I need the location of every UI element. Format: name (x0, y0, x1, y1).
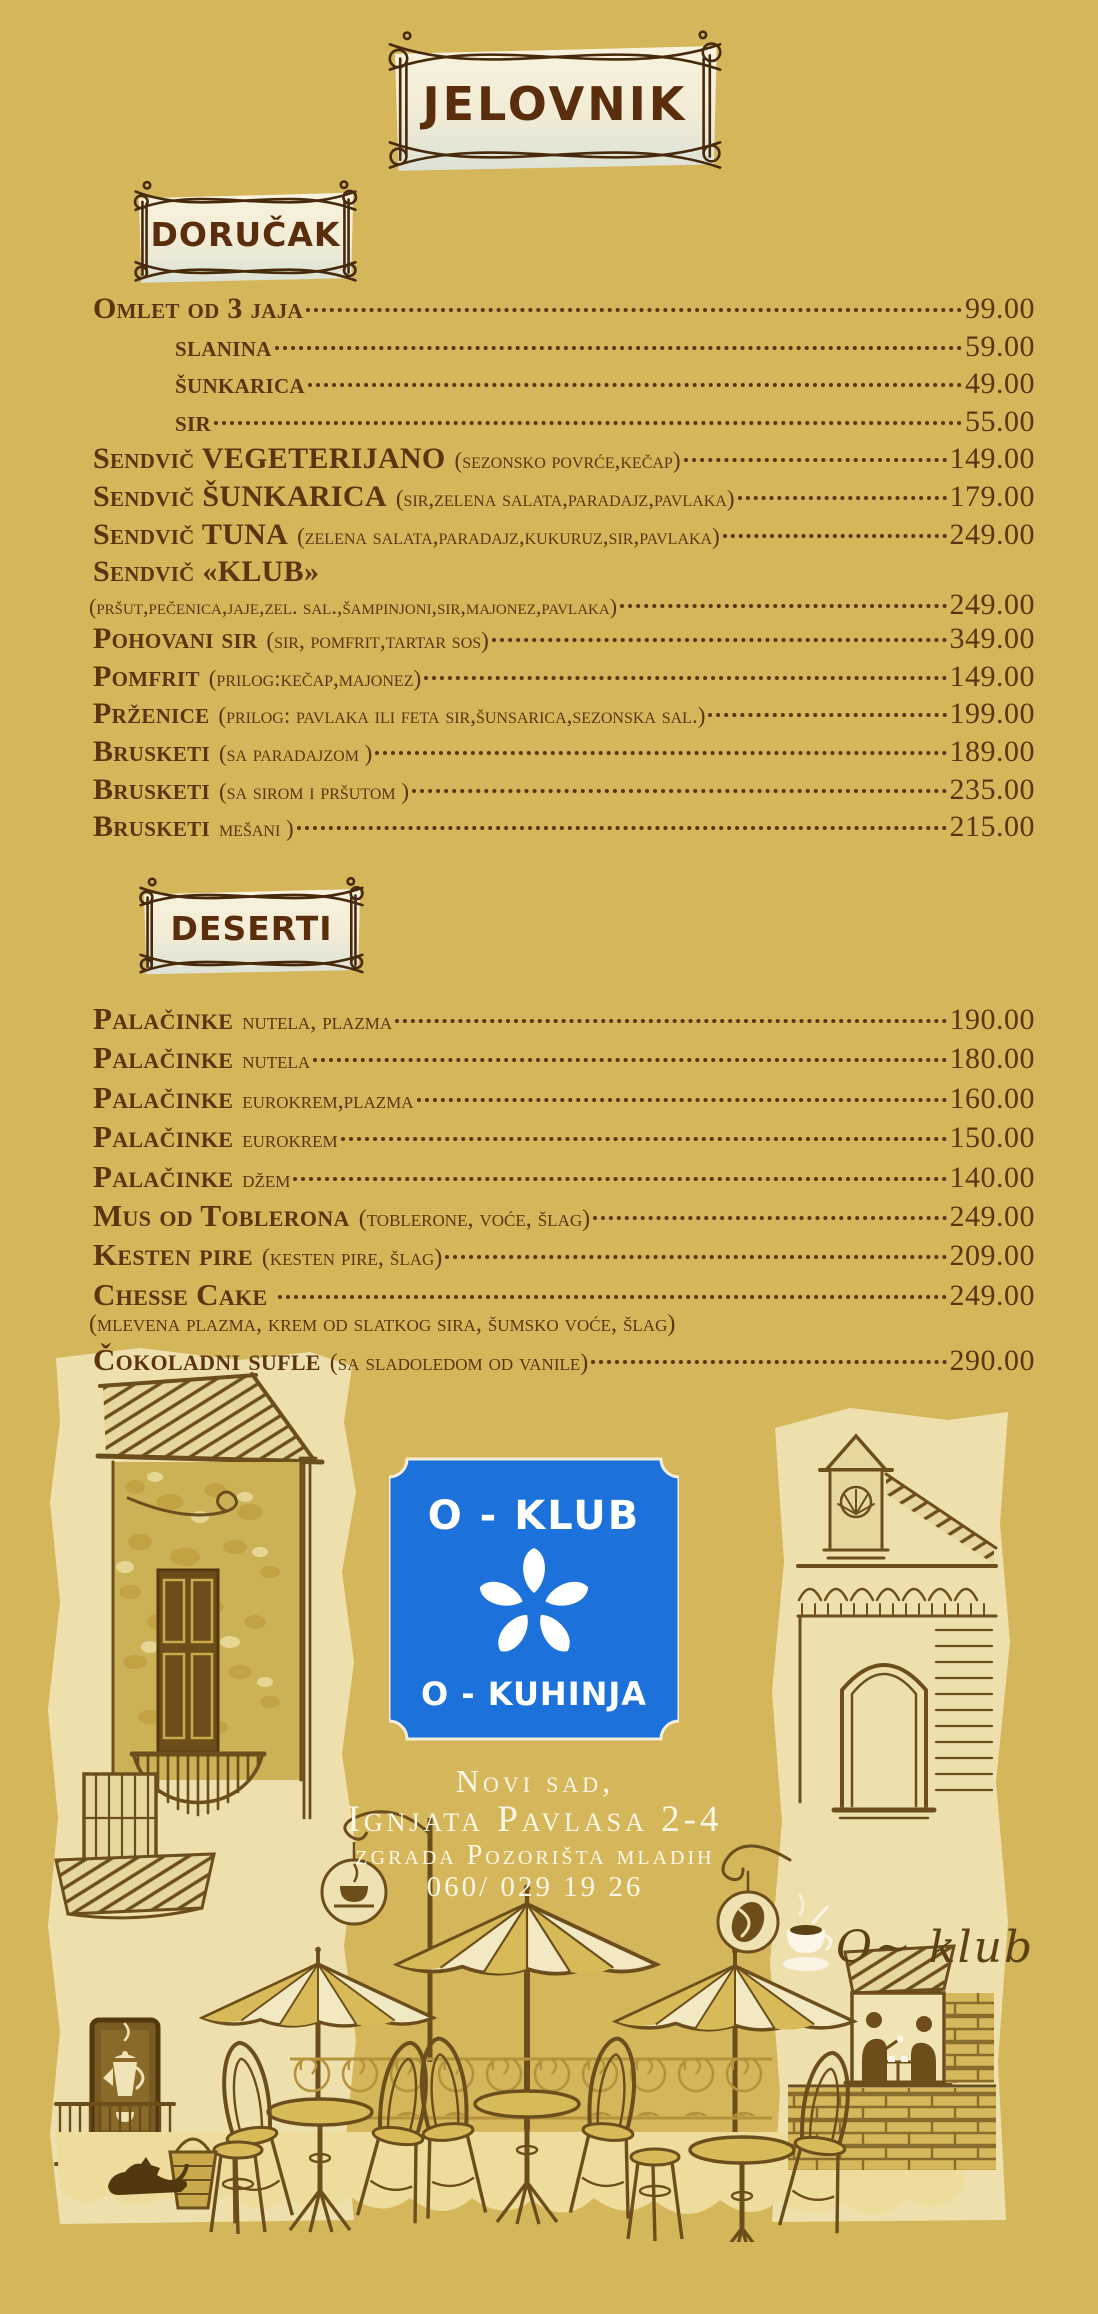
item-price: 160.00 (949, 1081, 1035, 1115)
section-title: DESERTI (170, 908, 333, 948)
menu-item-row (63, 1119, 1035, 1158)
item-name: sir (175, 404, 211, 438)
item-details: (prilog: pavlaka ili feta sir,šunsarica,sezonska sal.) (218, 703, 706, 729)
item-name: Palačinke (93, 1001, 234, 1036)
item-price: 349.00 (949, 622, 1035, 656)
item-price: 199.00 (949, 697, 1035, 731)
section-title: DORUČAK (150, 214, 341, 254)
menu-item-row (63, 735, 1035, 773)
dot-leader (395, 1019, 946, 1023)
dot-leader (278, 1295, 946, 1299)
item-details: (zelena salata,paradajz,kukuruz,sir,pavlaka) (297, 523, 720, 549)
item-price: 209.00 (949, 1239, 1035, 1273)
menu-item-row (63, 1001, 1035, 1040)
logo-top-label: O - KLUB (427, 1493, 641, 1539)
item-details: (mlevena plazma, krem od slatkog sira, šumsko voće, šlag) (89, 1311, 676, 1338)
address-block (229, 1764, 841, 1904)
item-name: Omlet od 3 jaja (93, 292, 304, 325)
page-title: JELOVNIK (422, 76, 688, 131)
menu-item-row (63, 367, 1035, 405)
item-name: Sendvič TUNA (93, 517, 289, 551)
dot-leader (297, 826, 947, 830)
item-details: (sa sirom i pršutom ) (218, 778, 410, 804)
dot-leader (620, 604, 946, 608)
item-price: 180.00 (949, 1042, 1035, 1076)
dot-leader (593, 1216, 946, 1220)
menu-item-row (63, 555, 1035, 588)
item-price: 140.00 (949, 1160, 1035, 1194)
flower-icon (474, 1545, 594, 1665)
item-details: eurokrem (242, 1127, 338, 1154)
item-price: 249.00 (949, 1278, 1035, 1312)
menu-item-row (63, 1198, 1035, 1237)
address-building: zgrada Pozorišta mladih (355, 1840, 715, 1871)
item-name: Brusketi (93, 734, 210, 768)
item-name: Palačinke (93, 1119, 234, 1155)
item-price: 99.00 (965, 292, 1035, 325)
dot-leader (306, 308, 962, 312)
dot-leader (738, 496, 947, 500)
item-price: 190.00 (949, 1003, 1035, 1036)
dot-leader (341, 1137, 947, 1141)
menu-item-row (63, 330, 1035, 368)
menu-item-row (63, 1040, 1035, 1079)
item-price: 215.00 (949, 810, 1035, 844)
item-details: (sezonsko povrće,kečap) (454, 448, 681, 474)
item-name: Brusketi (93, 810, 210, 844)
item-name: Kesten pire (93, 1237, 253, 1273)
address-phone: 060/ 029 19 26 (426, 1871, 644, 1903)
desserts-menu-list (63, 1001, 1035, 1382)
dot-leader (293, 1177, 946, 1181)
menu-item-row (63, 697, 1035, 735)
address-street: Ignjata Pavlasa 2-4 (347, 1799, 723, 1840)
brick-wall (788, 2088, 996, 2170)
dot-leader (424, 676, 946, 680)
item-details: (prilog:kečap,majonez) (208, 665, 422, 691)
menu-title-sign (383, 27, 727, 185)
dot-leader (214, 421, 962, 425)
item-price: 249.00 (949, 1199, 1035, 1233)
item-price: 59.00 (965, 329, 1035, 363)
item-details: eurokrem,plazma (242, 1087, 414, 1114)
item-name: Čokoladni sufle (93, 1342, 321, 1378)
dot-leader (417, 1098, 947, 1102)
menu-item-row (63, 588, 1035, 622)
item-price: 290.00 (949, 1344, 1035, 1378)
breakfast-menu-list (63, 292, 1035, 848)
item-details: džem (242, 1166, 291, 1193)
item-details: (kesten pire, šlag) (261, 1245, 443, 1272)
item-name: Chesse Cake (93, 1276, 276, 1312)
menu-item-row (63, 773, 1035, 811)
item-name: Pohovani sir (93, 622, 258, 656)
menu-item-row (63, 622, 1035, 660)
dot-leader (375, 751, 946, 755)
menu-item-row (63, 1237, 1035, 1276)
item-name: Mus od Toblerona (93, 1197, 350, 1233)
menu-item-row (63, 1159, 1035, 1198)
item-details: nutela (242, 1048, 311, 1075)
item-details: mešani ) (218, 816, 294, 842)
item-details: (sa paradajzom ) (218, 740, 373, 766)
item-price: 149.00 (949, 659, 1035, 693)
item-price: 55.00 (965, 404, 1035, 438)
item-name: Pomfrit (93, 659, 200, 693)
section-sign-dorucak (131, 179, 360, 293)
dot-leader (275, 346, 962, 350)
dot-leader (445, 1255, 946, 1259)
item-details: (sir, pomfrit,tartar sos) (266, 628, 489, 654)
item-price: 150.00 (949, 1121, 1035, 1155)
dot-leader (313, 1058, 946, 1062)
item-price: 149.00 (949, 442, 1035, 476)
dot-leader (591, 1360, 946, 1364)
item-name: Brusketi (93, 772, 210, 806)
menu-item-row (63, 405, 1035, 443)
item-price: 179.00 (949, 479, 1035, 513)
address-city: Novi sad, (455, 1763, 615, 1799)
dot-leader (492, 638, 947, 642)
street-cafe-illustration (0, 1262, 1098, 2242)
item-details: (sa sladoledom od vanile) (329, 1350, 589, 1377)
item-name: šunkarica (175, 367, 305, 401)
item-price: 235.00 (949, 772, 1035, 806)
item-price: 49.00 (965, 367, 1035, 401)
item-price: 189.00 (949, 734, 1035, 768)
item-name: Sendvič VEGETERIJANO (93, 442, 446, 476)
item-price: 249.00 (949, 588, 1035, 622)
menu-item-row (63, 518, 1035, 556)
menu-item-row (63, 1080, 1035, 1119)
item-price: 249.00 (949, 517, 1035, 551)
item-name: Sendvič ŠUNKARICA (93, 479, 387, 513)
o-klub-logo (389, 1457, 679, 1741)
item-name: Palačinke (93, 1158, 234, 1194)
dot-leader (684, 458, 947, 462)
dot-leader (308, 383, 962, 387)
dot-leader (412, 789, 946, 793)
logo-bottom-label: O - KUHINJA (420, 1675, 648, 1713)
item-name: Palačinke (93, 1079, 234, 1115)
menu-item-row (63, 810, 1035, 848)
item-name: slanina (175, 329, 272, 363)
item-name: Sendvič «KLUB» (93, 555, 320, 589)
dot-leader (723, 534, 947, 538)
item-details: (toblerone, voće, šlag) (358, 1205, 591, 1232)
menu-item-row (63, 1342, 1035, 1381)
menu-item-row (63, 660, 1035, 698)
item-name: Palačinke (93, 1040, 234, 1076)
section-sign-deserti (136, 876, 367, 984)
item-details: (pršut,pečenica,jaje,zel. sal.,šampinjoni,sir,majonez,pavlaka) (89, 594, 618, 620)
item-details: nutela, plazma (242, 1009, 393, 1035)
menu-item-row (63, 442, 1035, 480)
dot-leader (708, 713, 946, 717)
item-details: (sir,zelena salata,paradajz,pavlaka) (395, 485, 735, 511)
item-name: Prženice (93, 697, 210, 731)
menu-item-row (63, 292, 1035, 330)
cafe-script-label: O~ klub (836, 1922, 1035, 1973)
menu-item-row (63, 480, 1035, 518)
